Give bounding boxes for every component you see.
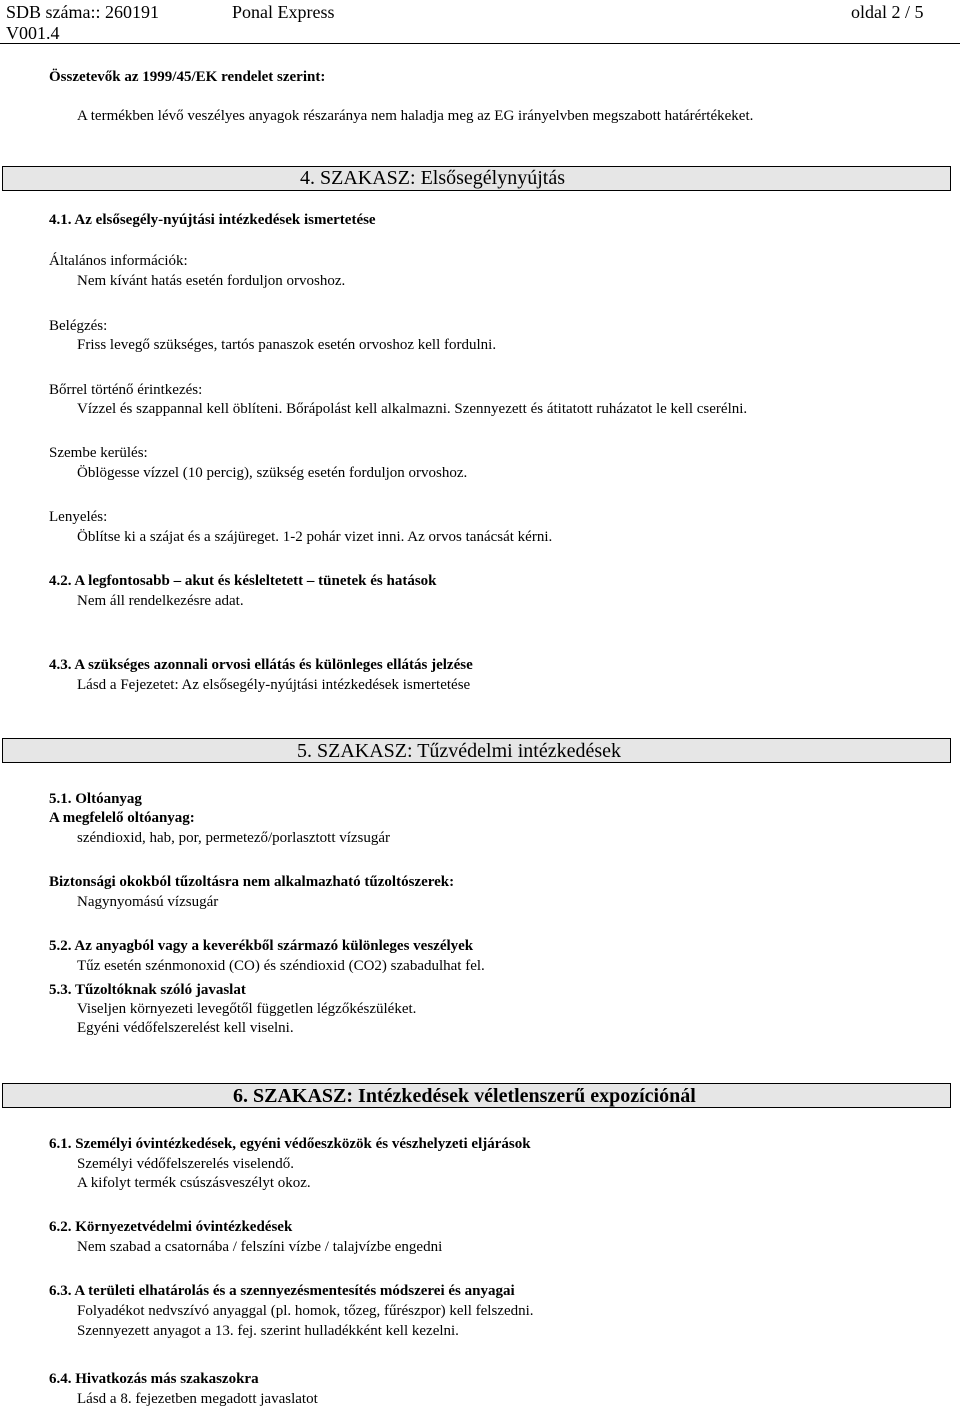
s41-heading-text: 4.1. Az elsősegély-nyújtási intézkedések ismertetése	[49, 212, 376, 228]
s53-text-2: Egyéni védőfelszerelést kell viselni.	[77, 1020, 294, 1036]
suitable-label: A megfelelő oltóanyag:	[49, 810, 195, 826]
s64-heading: 6.4. Hivatkozás más szakaszokra	[49, 1371, 259, 1387]
eye-label: Szembe kerülés:	[49, 445, 148, 461]
suitable-text: széndioxid, hab, por, permetező/porlasztott vízsugár	[77, 830, 391, 846]
inhalation-text: Friss levegő szükséges, tartós panaszok esetén orvoshoz kell fordulni.	[77, 337, 497, 353]
section-4-title: 4. SZAKASZ: Elsősegélynyújtás	[300, 167, 565, 189]
s62-text: Nem szabad a csatornába / felszíni vízbe / talajvízbe engedni	[77, 1239, 443, 1255]
s63-text-2: Szennyezett anyagot a 13. fej. szerint hulladékként kell kezelni.	[77, 1323, 459, 1339]
eye-text: Öblögesse vízzel (10 percig), szükség esetén forduljon orvoshoz.	[77, 465, 468, 481]
general-text: Nem kívánt hatás esetén forduljon orvoshoz.	[77, 273, 346, 289]
product-name: Ponal Express	[232, 2, 335, 22]
s62-heading: 6.2. Környezetvédelmi óvintézkedések	[49, 1219, 293, 1235]
sdb-number: SDB száma:: 260191	[6, 2, 159, 22]
s41-heading	[49, 211, 376, 230]
ingestion-label: Lenyelés:	[49, 509, 108, 525]
s53-heading: 5.3. Tűzoltóknak szóló javaslat	[49, 982, 246, 998]
unsuitable-label: Biztonsági okokból tűzoltásra nem alkalmazható tűzoltószerek:	[49, 874, 455, 890]
components-heading: Összetevők az 1999/45/EK rendelet szerint:	[49, 69, 326, 85]
s63-text-1: Folyadékot nedvszívó anyaggal (pl. homok, tőzeg, fűrészpor) kell felszedni.	[77, 1303, 534, 1319]
ingestion-text: Öblítse ki a szájat és a szájüreget. 1-2 pohár vizet inni. Az orvos tanácsát kérni.	[77, 529, 553, 545]
inhalation-label: Belégzés:	[49, 318, 108, 334]
s61-text-2: A kifolyt termék csúszásveszélyt okoz.	[77, 1175, 311, 1191]
general-label: Általános információk:	[49, 253, 188, 269]
components-text: A termékben lévő veszélyes anyagok részaránya nem haladja meg az EG irányelvben megszabott határértékeket.	[77, 108, 754, 124]
section-5-title: 5. SZAKASZ: Tűzvédelmi intézkedések	[297, 740, 622, 762]
s64-text: Lásd a 8. fejezetben megadott javaslatot	[77, 1391, 318, 1407]
header-rule	[0, 43, 960, 44]
page-number: oldal 2 / 5	[851, 2, 924, 22]
s52-heading: 5.2. Az anyagból vagy a keverékből származó különleges veszélyek	[49, 938, 474, 954]
s61-text-1: Személyi védőfelszerelés viselendő.	[77, 1156, 295, 1172]
s43-heading: 4.3. A szükséges azonnali orvosi ellátás és különleges ellátás jelzése	[49, 657, 473, 673]
unsuitable-text: Nagynyomású vízsugár	[77, 894, 219, 910]
s51-heading: 5.1. Oltóanyag	[49, 791, 142, 807]
s42-text: Nem áll rendelkezésre adat.	[77, 593, 244, 609]
section-6-title: 6. SZAKASZ: Intézkedések véletlenszerű expozíciónál	[233, 1085, 696, 1107]
skin-text: Vízzel és szappannal kell öblíteni. Bőrápolást kell alkalmazni. Szennyezett és átitatott ruházatot le kell cserélni.	[77, 401, 748, 417]
s53-text-1: Viseljen környezeti levegőtől független légzőkészüléket.	[77, 1001, 417, 1017]
s52-text: Tűz esetén szénmonoxid (CO) és széndioxid (CO2) szabadulhat fel.	[77, 958, 485, 974]
s43-text: Lásd a Fejezetet: Az elsősegély-nyújtási intézkedések ismertetése	[77, 677, 471, 693]
skin-label: Bőrrel történő érintkezés:	[49, 382, 203, 398]
s42-heading: 4.2. A legfontosabb – akut és késleltetett – tünetek és hatások	[49, 573, 437, 589]
s61-heading: 6.1. Személyi óvintézkedések, egyéni védőeszközök és vészhelyzeti eljárások	[49, 1136, 531, 1152]
version: V001.4	[6, 23, 60, 43]
s63-heading: 6.3. A területi elhatárolás és a szennyezésmentesítés módszerei és anyagai	[49, 1283, 515, 1299]
